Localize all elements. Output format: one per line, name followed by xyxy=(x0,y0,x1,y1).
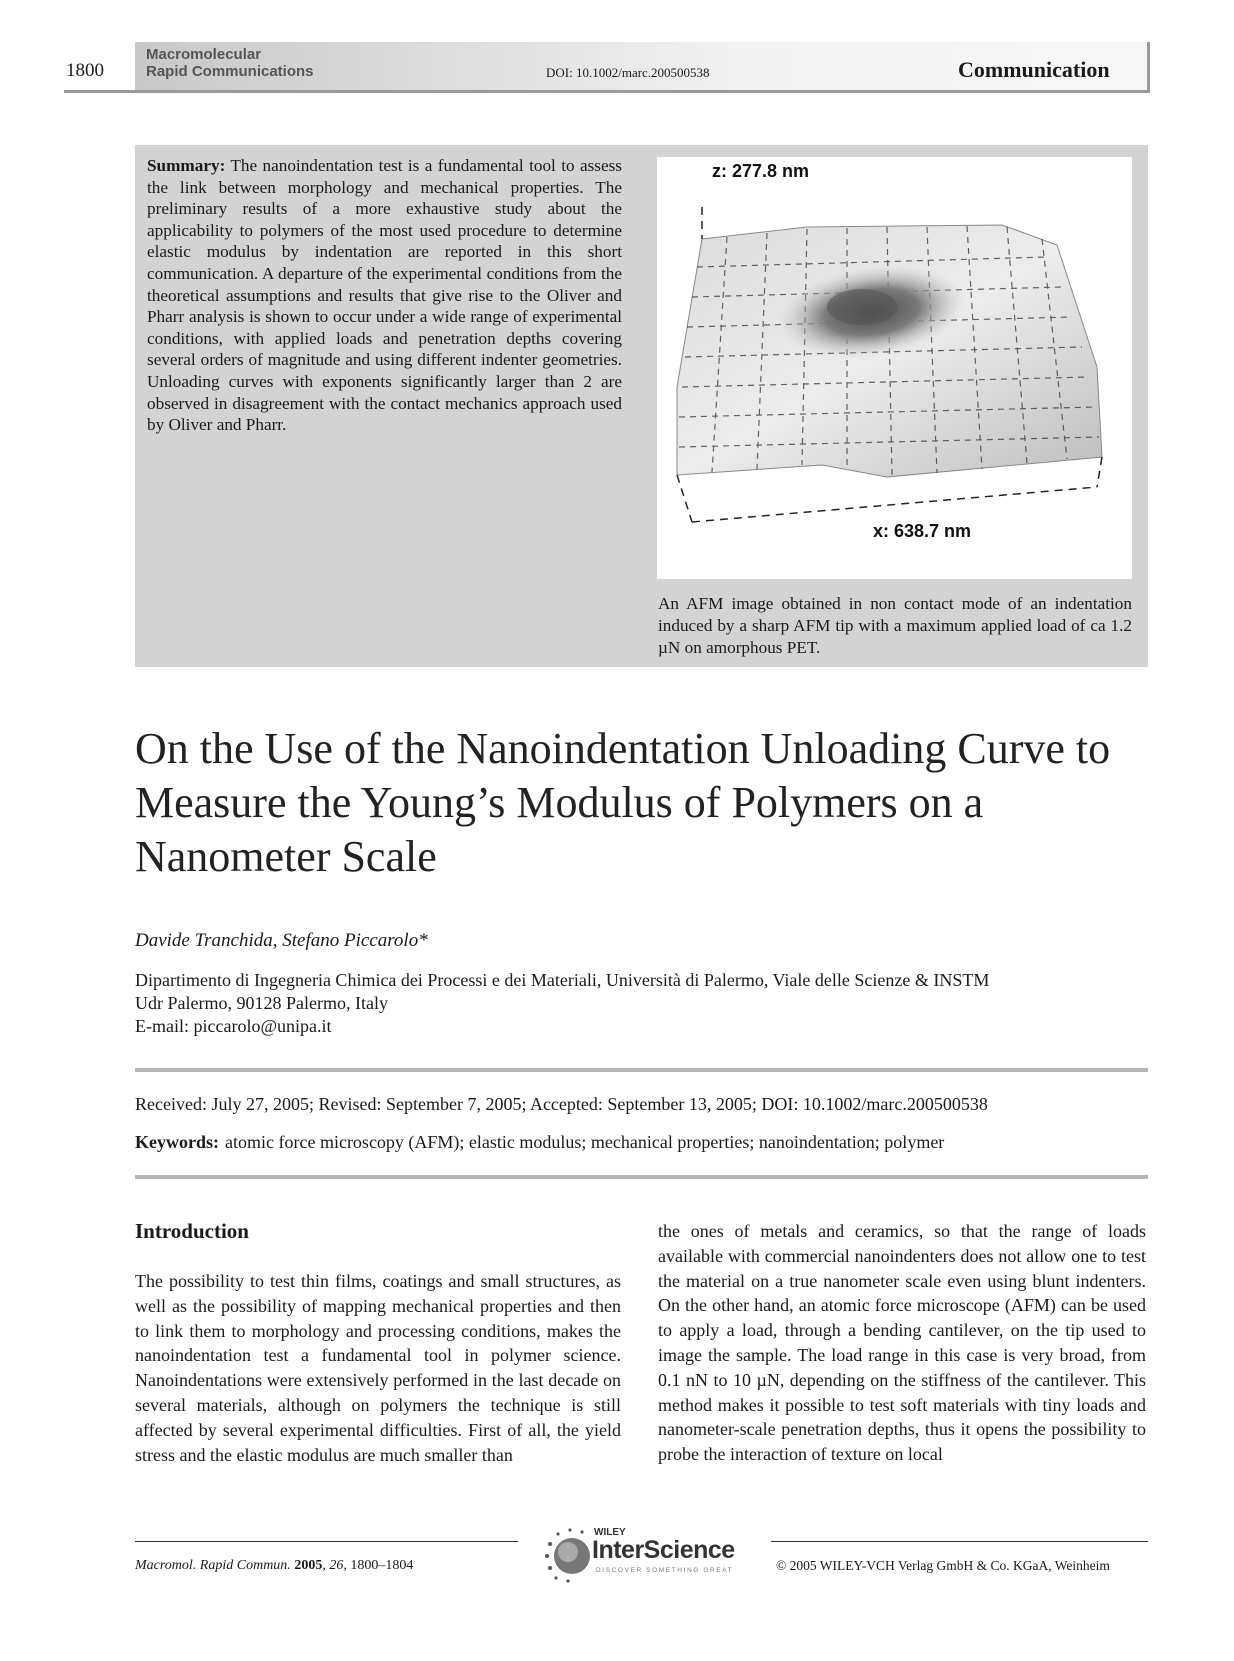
journal-name-line2: Rapid Communications xyxy=(146,63,314,80)
keywords xyxy=(135,1132,944,1153)
header-edge xyxy=(1147,42,1150,93)
received-dates: Received: July 27, 2005; Revised: September 7, 2005; Accepted: September 13, 2005; DOI: 10.1002/marc.200500538 xyxy=(135,1094,988,1114)
affiliation xyxy=(135,969,1145,1038)
section-heading-introduction: Introduction xyxy=(135,1219,249,1243)
affiliation-line1: Dipartimento di Ingegneria Chimica dei Processi e dei Materiali, Università di Palermo, Viale delle Scienze & INSTM xyxy=(135,970,990,990)
header-rule xyxy=(64,90,136,93)
affiliation-line2: Udr Palermo, 90128 Palermo, Italy xyxy=(135,993,388,1013)
summary-body: The nanoindentation test is a fundamental tool to assess the link between morphology and mechanical properties. The preliminary results of a more exhaustive study about the applicability to polymers of the most used procedure to determine elastic modulus by indentation are reported in this short communication. A departure of the experimental conditions from the theoretical assumptions and results that give rise to the Oliver and Pharr analysis is shown to occur under a wide range of experimental conditions, with applied loads and penetration depths covering several orders of magnitude and using different indenter geometries. Unloading curves with exponents significantly larger than 2 are observed in disagreement with the contact mechanics approach used by Oliver and Pharr. xyxy=(147,156,622,435)
header-doi: DOI: 10.1002/marc.200500538 xyxy=(546,65,710,80)
divider-bottom xyxy=(135,1175,1148,1179)
citation-year: 2005 xyxy=(294,1558,323,1573)
summary-text xyxy=(147,155,622,436)
logo-wiley-text: WILEY xyxy=(594,1527,626,1538)
footer-rule-right xyxy=(771,1541,1148,1542)
afm-figure xyxy=(657,157,1132,579)
page-number: 1800 xyxy=(66,60,104,81)
citation-journal: Macromol. Rapid Commun. xyxy=(135,1558,291,1573)
journal-name-line1: Macromolecular xyxy=(146,46,262,63)
divider-top xyxy=(135,1068,1148,1072)
citation-volume: 26 xyxy=(329,1558,344,1573)
body-column-right: the ones of metals and ceramics, so that the range of loads available with commercial nanoindenters does not allow one to test the material on a true nanometer scale even using blunt indenters. On the other hand, an atomic force microscope (AFM) can be used to apply a load, through a bending cantilever, on the tip used to image the sample. The load range in this case is very broad, from 0.1 nN to 10 µN, depending on the stiffness of the cantilever. This method makes it possible to test soft materials with tiny loads and nanometer-scale penetration depths, thus it opens the possibility to probe the interaction of texture on local xyxy=(658,1221,1146,1465)
authors: Davide Tranchida, Stefano Piccarolo* xyxy=(135,930,428,951)
section-label: Communication xyxy=(958,57,1110,82)
x-axis-label: x: 638.7 nm xyxy=(873,521,972,541)
footer-citation: Macromol. Rapid Commun. 2005, 26, 1800–1804 xyxy=(135,1558,414,1573)
footer-rule-left xyxy=(135,1541,518,1542)
article-title: On the Use of the Nanoindentation Unloading Curve to Measure the Young’s Modulus of Polymers on a Nanometer Scale xyxy=(135,724,1111,881)
keywords-list: atomic force microscopy (AFM); elastic modulus; mechanical properties; nanoindentation; polymer xyxy=(225,1132,945,1152)
logo-tagline: DISCOVER SOMETHING GREAT xyxy=(596,1567,734,1574)
citation-pages: 1800–1804 xyxy=(350,1558,414,1573)
author-email: E-mail: piccarolo@unipa.it xyxy=(135,1016,332,1036)
indentation-core xyxy=(827,289,897,325)
keywords-label: Keywords: xyxy=(135,1132,219,1152)
journal-name xyxy=(146,46,314,80)
z-axis-label: z: 277.8 nm xyxy=(712,161,810,181)
afm-surface-image xyxy=(657,157,1132,579)
logo-interscience-text: InterScience xyxy=(592,1536,735,1564)
summary-label: Summary: xyxy=(147,156,226,175)
footer-copyright: © 2005 WILEY-VCH Verlag GmbH & Co. KGaA, Weinheim xyxy=(776,1558,1110,1573)
figure-caption: An AFM image obtained in non contact mode of an indentation induced by a sharp AFM tip with a maximum applied load of ca 1.2 µN on amorphous PET. xyxy=(658,594,1132,657)
body-column-left: The possibility to test thin films, coatings and small structures, as well as the possibility of mapping mechanical properties and then to link them to morphology and processing conditions, makes the nanoindentation test a fundamental tool in polymer science. Nanoindentations were extensively performed in the last decade on several materials, although on polymers the technique is still affected by several experimental difficulties. First of all, the yield stress and the elastic modulus are much smaller than xyxy=(135,1271,621,1465)
